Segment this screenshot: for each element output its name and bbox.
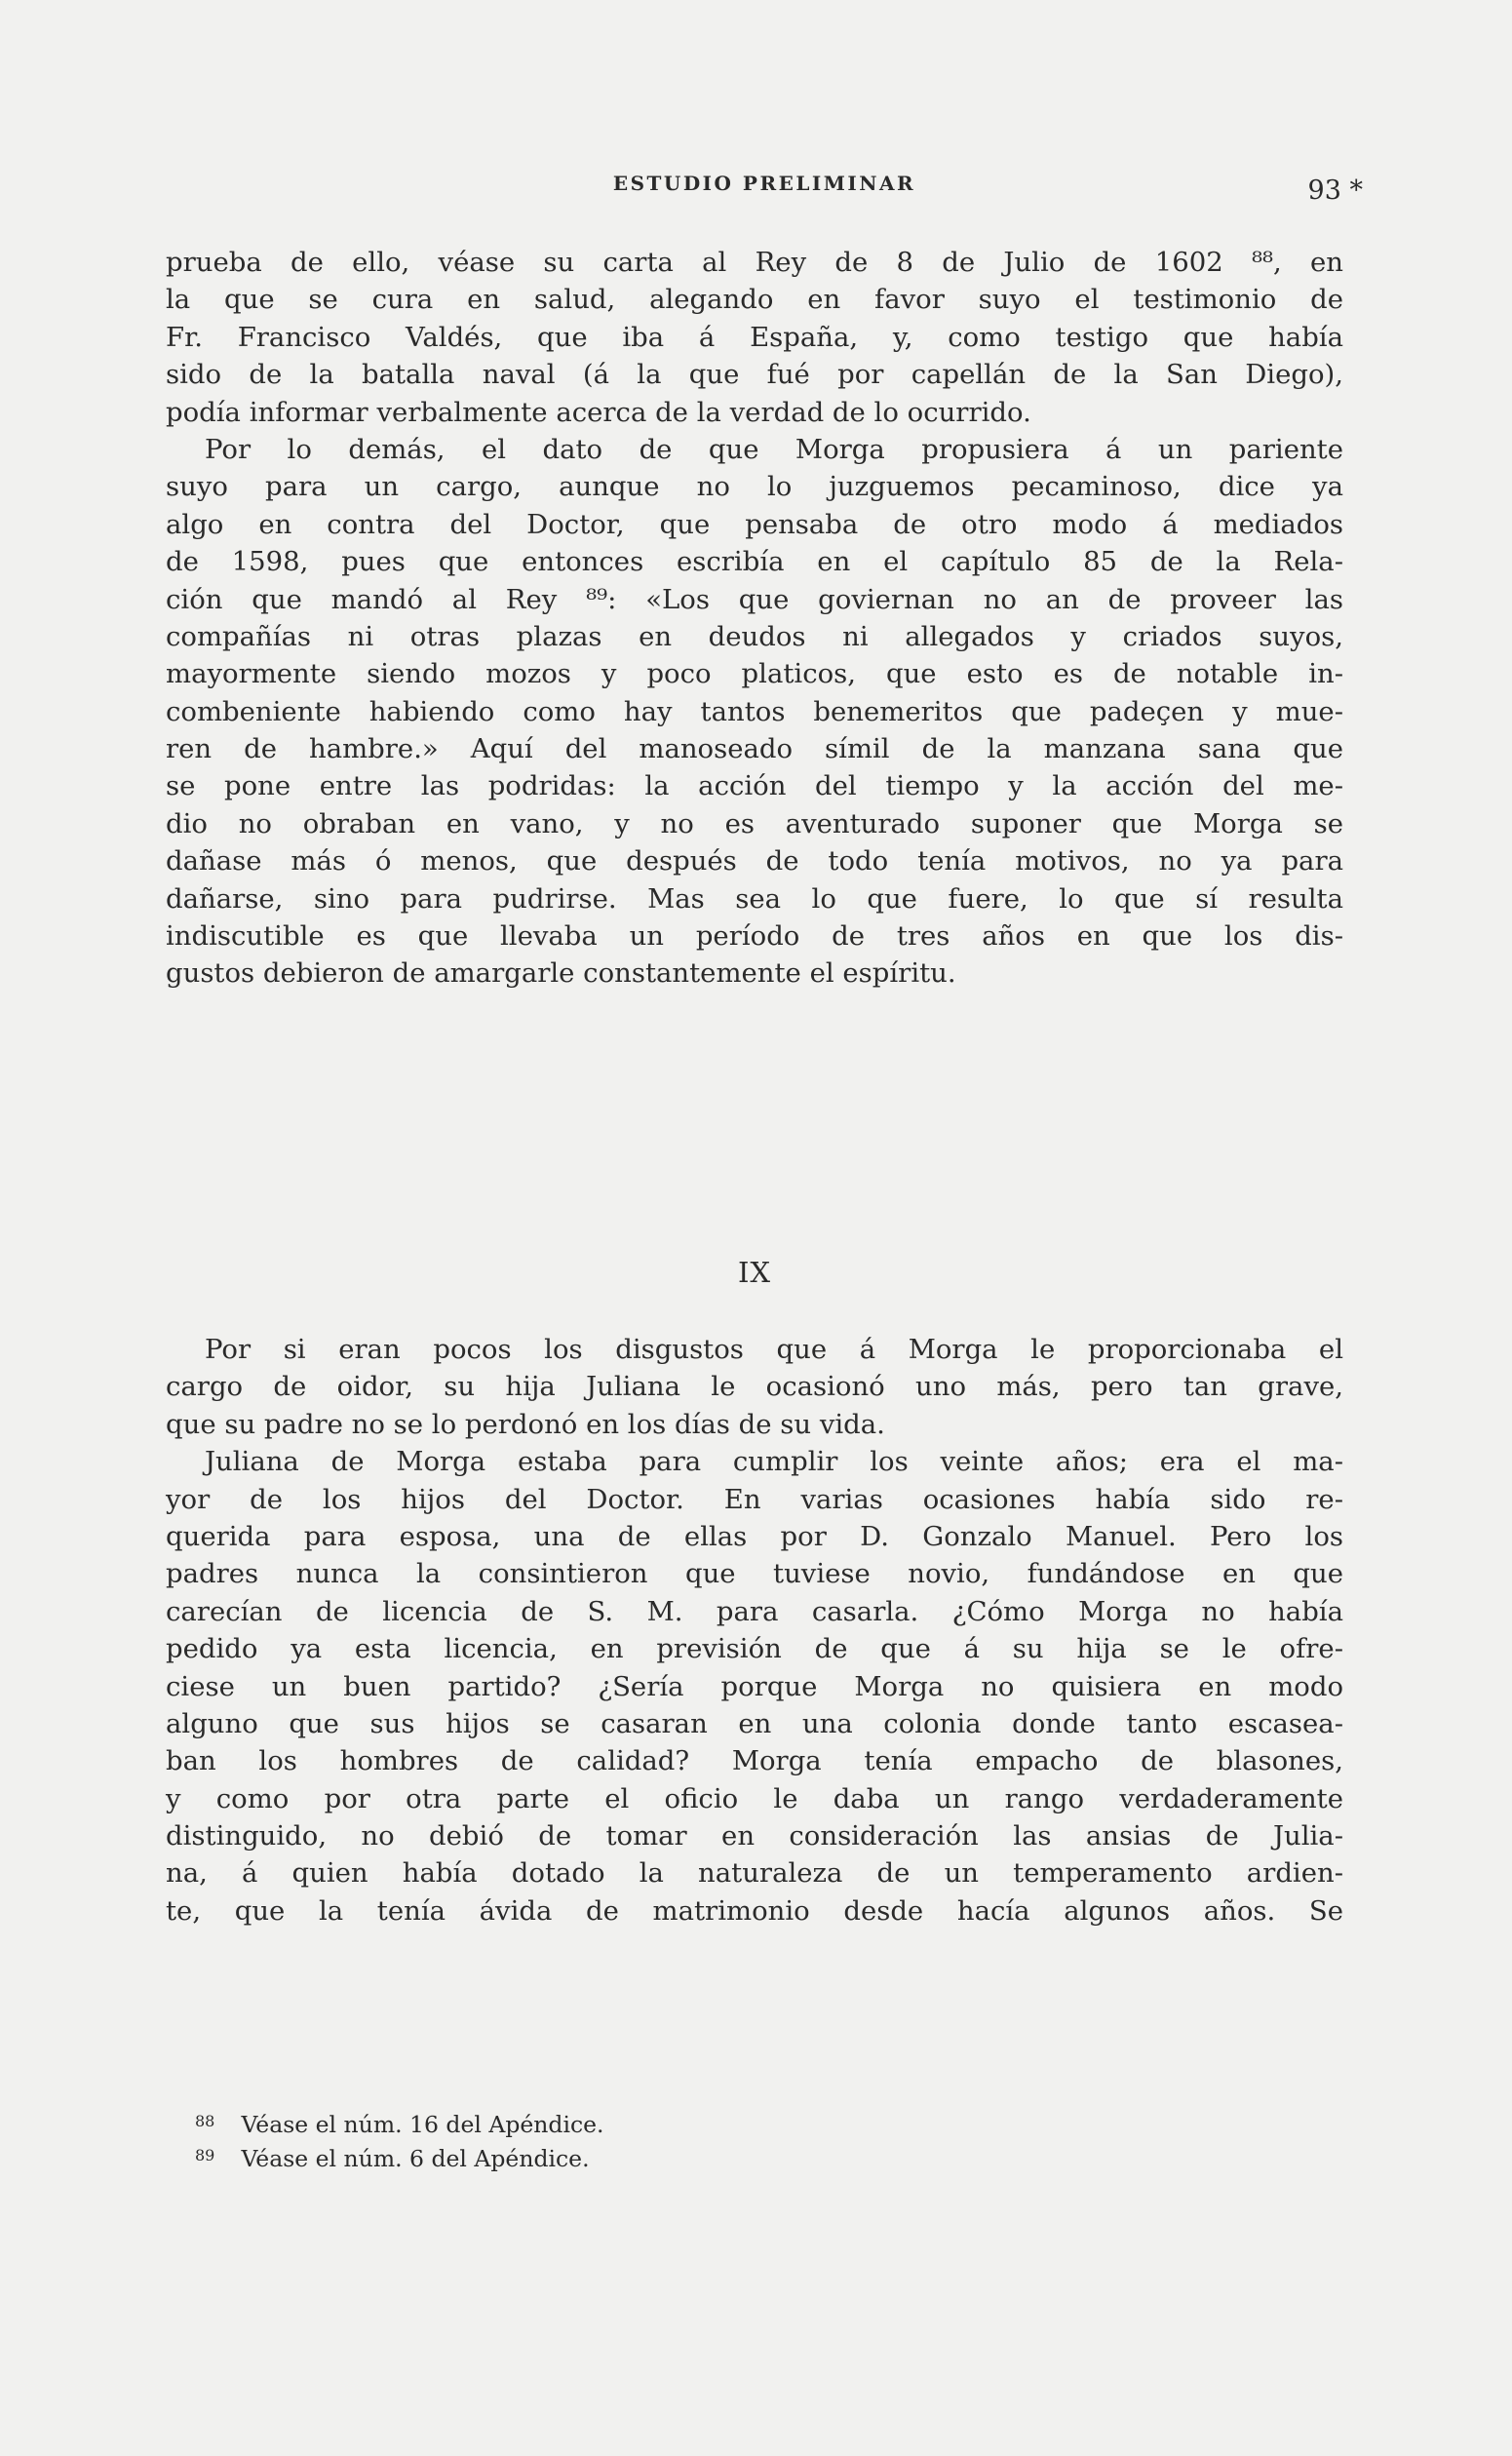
text-line: padres nunca la consintieron que tuviese novio, fundándose en que <box>166 1558 1343 1590</box>
text-line: que su padre no se lo perdonó en los días de su vida. <box>166 1408 885 1440</box>
text-line: combeniente habiendo como hay tantos benemeritos que padeçen y mue- <box>166 695 1343 727</box>
text-line: sido de la batalla naval (á la que fué por capellán de la San Diego), <box>166 359 1343 391</box>
section-heading: IX <box>737 1256 772 1289</box>
text-line: dañarse, sino para pudrirse. Mas sea lo que fuere, lo que sí resulta <box>166 882 1343 915</box>
text-line: suyo para un cargo, aunque no lo juzguemos pecaminoso, dice ya <box>166 471 1343 503</box>
text-line: prueba de ello, véase su carta al Rey de 8 de Julio de 1602 ⁸⁸, en <box>166 247 1343 278</box>
text-line: Juliana de Morga estaba para cumplir los veinte años; era el ma- <box>205 1446 1343 1478</box>
text-line: ciese un buen partido? ¿Sería porque Morga no quisiera en modo <box>166 1670 1343 1702</box>
footnote-number: 89 <box>195 2146 215 2164</box>
text-line: gustos debieron de amargarle constantemente el espíritu. <box>166 957 956 990</box>
text-line: dio no obraban en vano, y no es aventurado suponer que Morga se <box>166 807 1343 839</box>
text-line: podía informar verbalmente acerca de la verdad de lo ocurrido. <box>166 396 1031 428</box>
text-line: mayormente siendo mozos y poco platicos, que esto es de notable in- <box>166 658 1343 690</box>
text-line: pedido ya esta licencia, en previsión de que á su hija se le ofre- <box>166 1633 1343 1665</box>
text-line: te, que la tenía ávida de matrimonio desde hacía algunos años. Se <box>166 1894 1343 1927</box>
text-line: ren de hambre.» Aquí del manoseado símil de la manzana sana que <box>166 733 1343 765</box>
text-line: na, á quien había dotado la naturaleza de un temperamento ardien- <box>166 1857 1343 1890</box>
text-line: ban los hombres de calidad? Morga tenía empacho de blasones, <box>166 1745 1343 1777</box>
text-line: de 1598, pues que entonces escribía en el capítulo 85 de la Rela- <box>166 546 1343 578</box>
text-line: Fr. Francisco Valdés, que iba á España, y, como testigo que había <box>166 321 1343 353</box>
page-number: 93 * <box>1307 175 1363 206</box>
text-line: Por si eran pocos los disgustos que á Morga le proporcionaba el <box>205 1334 1343 1365</box>
text-line: yor de los hijos del Doctor. En varias ocasiones había sido re- <box>166 1483 1343 1515</box>
footnote <box>195 2138 1170 2172</box>
text-line: algo en contra del Doctor, que pensaba de otro modo á mediados <box>166 508 1343 540</box>
text-line: alguno que sus hijos se casaran en una colonia donde tanto escasea- <box>166 1707 1343 1739</box>
footnote <box>195 2104 1170 2138</box>
body-text-bottom <box>166 1331 1343 1930</box>
text-line: la que se cura en salud, alegando en favor suyo el testimonio de <box>166 284 1343 316</box>
footnote-text: Véase el núm. 16 del Apéndice. <box>241 2111 604 2138</box>
text-line: y como por otra parte el oficio le daba un rango verdaderamente <box>166 1782 1343 1814</box>
running-title: ESTUDIO PRELIMINAR <box>612 172 916 195</box>
text-line: indiscutible es que llevaba un período de tres años en que los dis- <box>166 920 1343 953</box>
text-line: ción que mandó al Rey ⁸⁹: «Los que goviernan no an de proveer las <box>166 583 1343 615</box>
footnotes <box>195 2104 1170 2172</box>
text-line: Por lo demás, el dato de que Morga propusiera á un pariente <box>205 433 1343 465</box>
text-line: querida para esposa, una de ellas por D. Gonzalo Manuel. Pero los <box>166 1520 1343 1552</box>
page-header <box>166 168 1363 207</box>
text-line: cargo de oidor, su hija Juliana le ocasionó uno más, pero tan grave, <box>166 1371 1343 1403</box>
text-line: dañase más ó menos, que después de todo tenía motivos, no ya para <box>166 845 1343 877</box>
body-text-top <box>166 244 1343 993</box>
footnote-number: 88 <box>195 2112 215 2130</box>
text-line: distinguido, no debió de tomar en consideración las ansias de Julia- <box>166 1820 1343 1852</box>
footnote-text: Véase el núm. 6 del Apéndice. <box>241 2145 590 2172</box>
text-line: compañías ni otras plazas en deudos ni allegados y criados suyos, <box>166 620 1343 652</box>
text-line: carecían de licencia de S. M. para casarla. ¿Cómo Morga no había <box>166 1595 1343 1627</box>
text-line: se pone entre las podridas: la acción del tiempo y la acción del me- <box>166 770 1343 802</box>
